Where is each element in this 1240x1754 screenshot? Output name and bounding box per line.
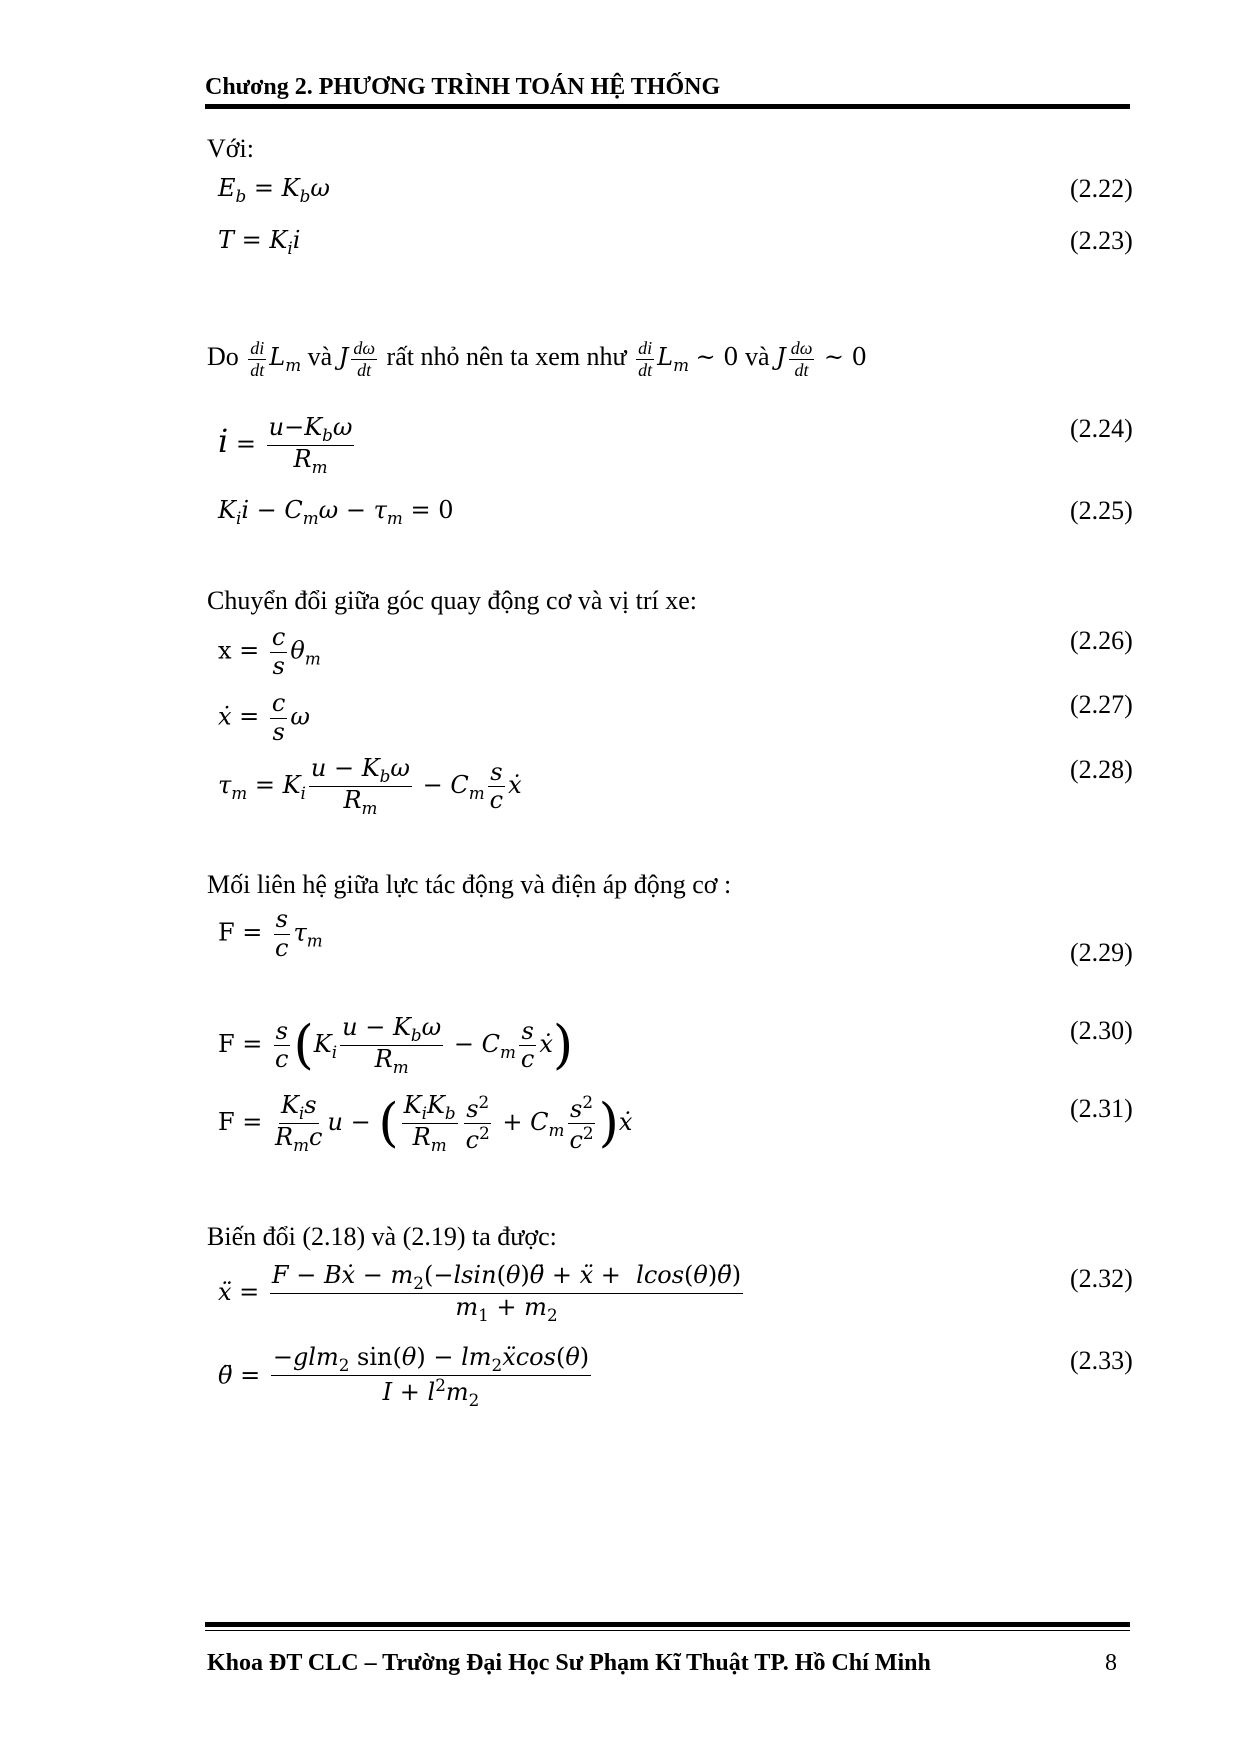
equation-number: (2.27) [1070, 690, 1133, 719]
intro-text: Với: [207, 134, 254, 163]
equation-number: (2.32) [1070, 1264, 1133, 1293]
equation-2-27: ẋ = $\frac{c}{s}$ ω [218, 689, 310, 746]
footer-rule-thin [205, 1630, 1130, 1631]
page-header [205, 74, 1130, 101]
equation-number: (2.29) [1070, 938, 1133, 967]
and-word: và [745, 342, 770, 372]
chapter-title: Chương 2. PHƯƠNG TRÌNH TOÁN HỆ THỐNG [205, 74, 721, 100]
footer-rule [205, 1622, 1130, 1627]
equation-2-33: θ̈ = $\frac{-glm_2 \sin(\theta) - lm_2ẍ\cos(\theta)}{I + l^2m_2}$ [218, 1343, 590, 1410]
equation-number: (2.30) [1070, 1016, 1133, 1045]
assumption-text: Do $\frac{di}{dt}$ $L_m$ và J $\frac{d\omega}{dt}$ rất nhỏ nên ta xem như $\frac{di}{dt}$ $L_m$ ~ 0 và J $\frac{d\omega}{dt}$ ~ 0 [207, 338, 867, 380]
equation-number: (2.28) [1070, 755, 1133, 784]
equation-2-31: F = $\frac{K_is}{R_mc}$ u − ( $\frac{K_iK_b}{R_m}$ $\frac{s^2}{c^2}$ + $C_m$ $\frac{s^2}{c^2}$ )ẋ [218, 1091, 633, 1155]
equation-2-23: $T = K_ii$ [218, 226, 301, 258]
equation-2-24: i = $\frac{u-K_b\omega}{R_m}$ [218, 413, 353, 477]
equation-number: (2.23) [1070, 226, 1133, 255]
page-number: 8 [1105, 1650, 1117, 1676]
equation-2-32: ẍ = $\frac{F - Bẋ - m_2(-lsin(\theta)\thetä + ẍ + lcos(\theta)\thetä)}{m_1 + m_2}$ [218, 1261, 742, 1325]
equation-2-26: x = $\frac{c}{s}$ $\theta_m$ [218, 623, 321, 680]
equation-2-29: F = $\frac{s}{c}$ $\tau_m$ [218, 905, 323, 962]
conversion-text: Chuyển đổi giữa góc quay động cơ và vị trí xe: [207, 586, 697, 615]
approx-zero: ~ 0 [695, 343, 739, 372]
do-word: Do [207, 342, 239, 372]
equation-number: (2.22) [1070, 174, 1133, 203]
equation-number: (2.26) [1070, 626, 1133, 655]
equation-number: (2.33) [1070, 1346, 1133, 1375]
negligible-text: rất nhỏ nên ta xem như [386, 342, 627, 372]
transform-text: Biến đổi (2.18) và (2.19) ta được: [207, 1222, 557, 1251]
equation-2-30: F = $\frac{s}{c}$ ($K_i$ $\frac{u - K_b\omega}{R_m}$ − $C_m$ $\frac{s}{c}$ ẋ) [218, 1013, 574, 1077]
relation-text: Mối liên hệ giữa lực tác động và điện áp động cơ : [207, 870, 732, 899]
and-word: và [307, 342, 333, 372]
equation-number: (2.31) [1070, 1094, 1133, 1123]
equation-2-22: $E_b = K_b\omega$ [218, 174, 330, 206]
equation-2-25: $K_ii - C_m\omega - \tau_m = 0$ [218, 496, 454, 528]
header-rule [205, 104, 1130, 109]
equation-number: (2.24) [1070, 414, 1133, 443]
approx-zero: ~ 0 [823, 343, 867, 372]
equation-number: (2.25) [1070, 496, 1133, 525]
footer-institution: Khoa ĐT CLC – Trường Đại Học Sư Phạm Kĩ Thuật TP. Hồ Chí Minh [207, 1650, 931, 1676]
equation-2-28: $\tau_m = K_i$ $\frac{u - K_b\omega}{R_m}$ − $C_m$ $\frac{s}{c}$ ẋ [218, 754, 522, 818]
